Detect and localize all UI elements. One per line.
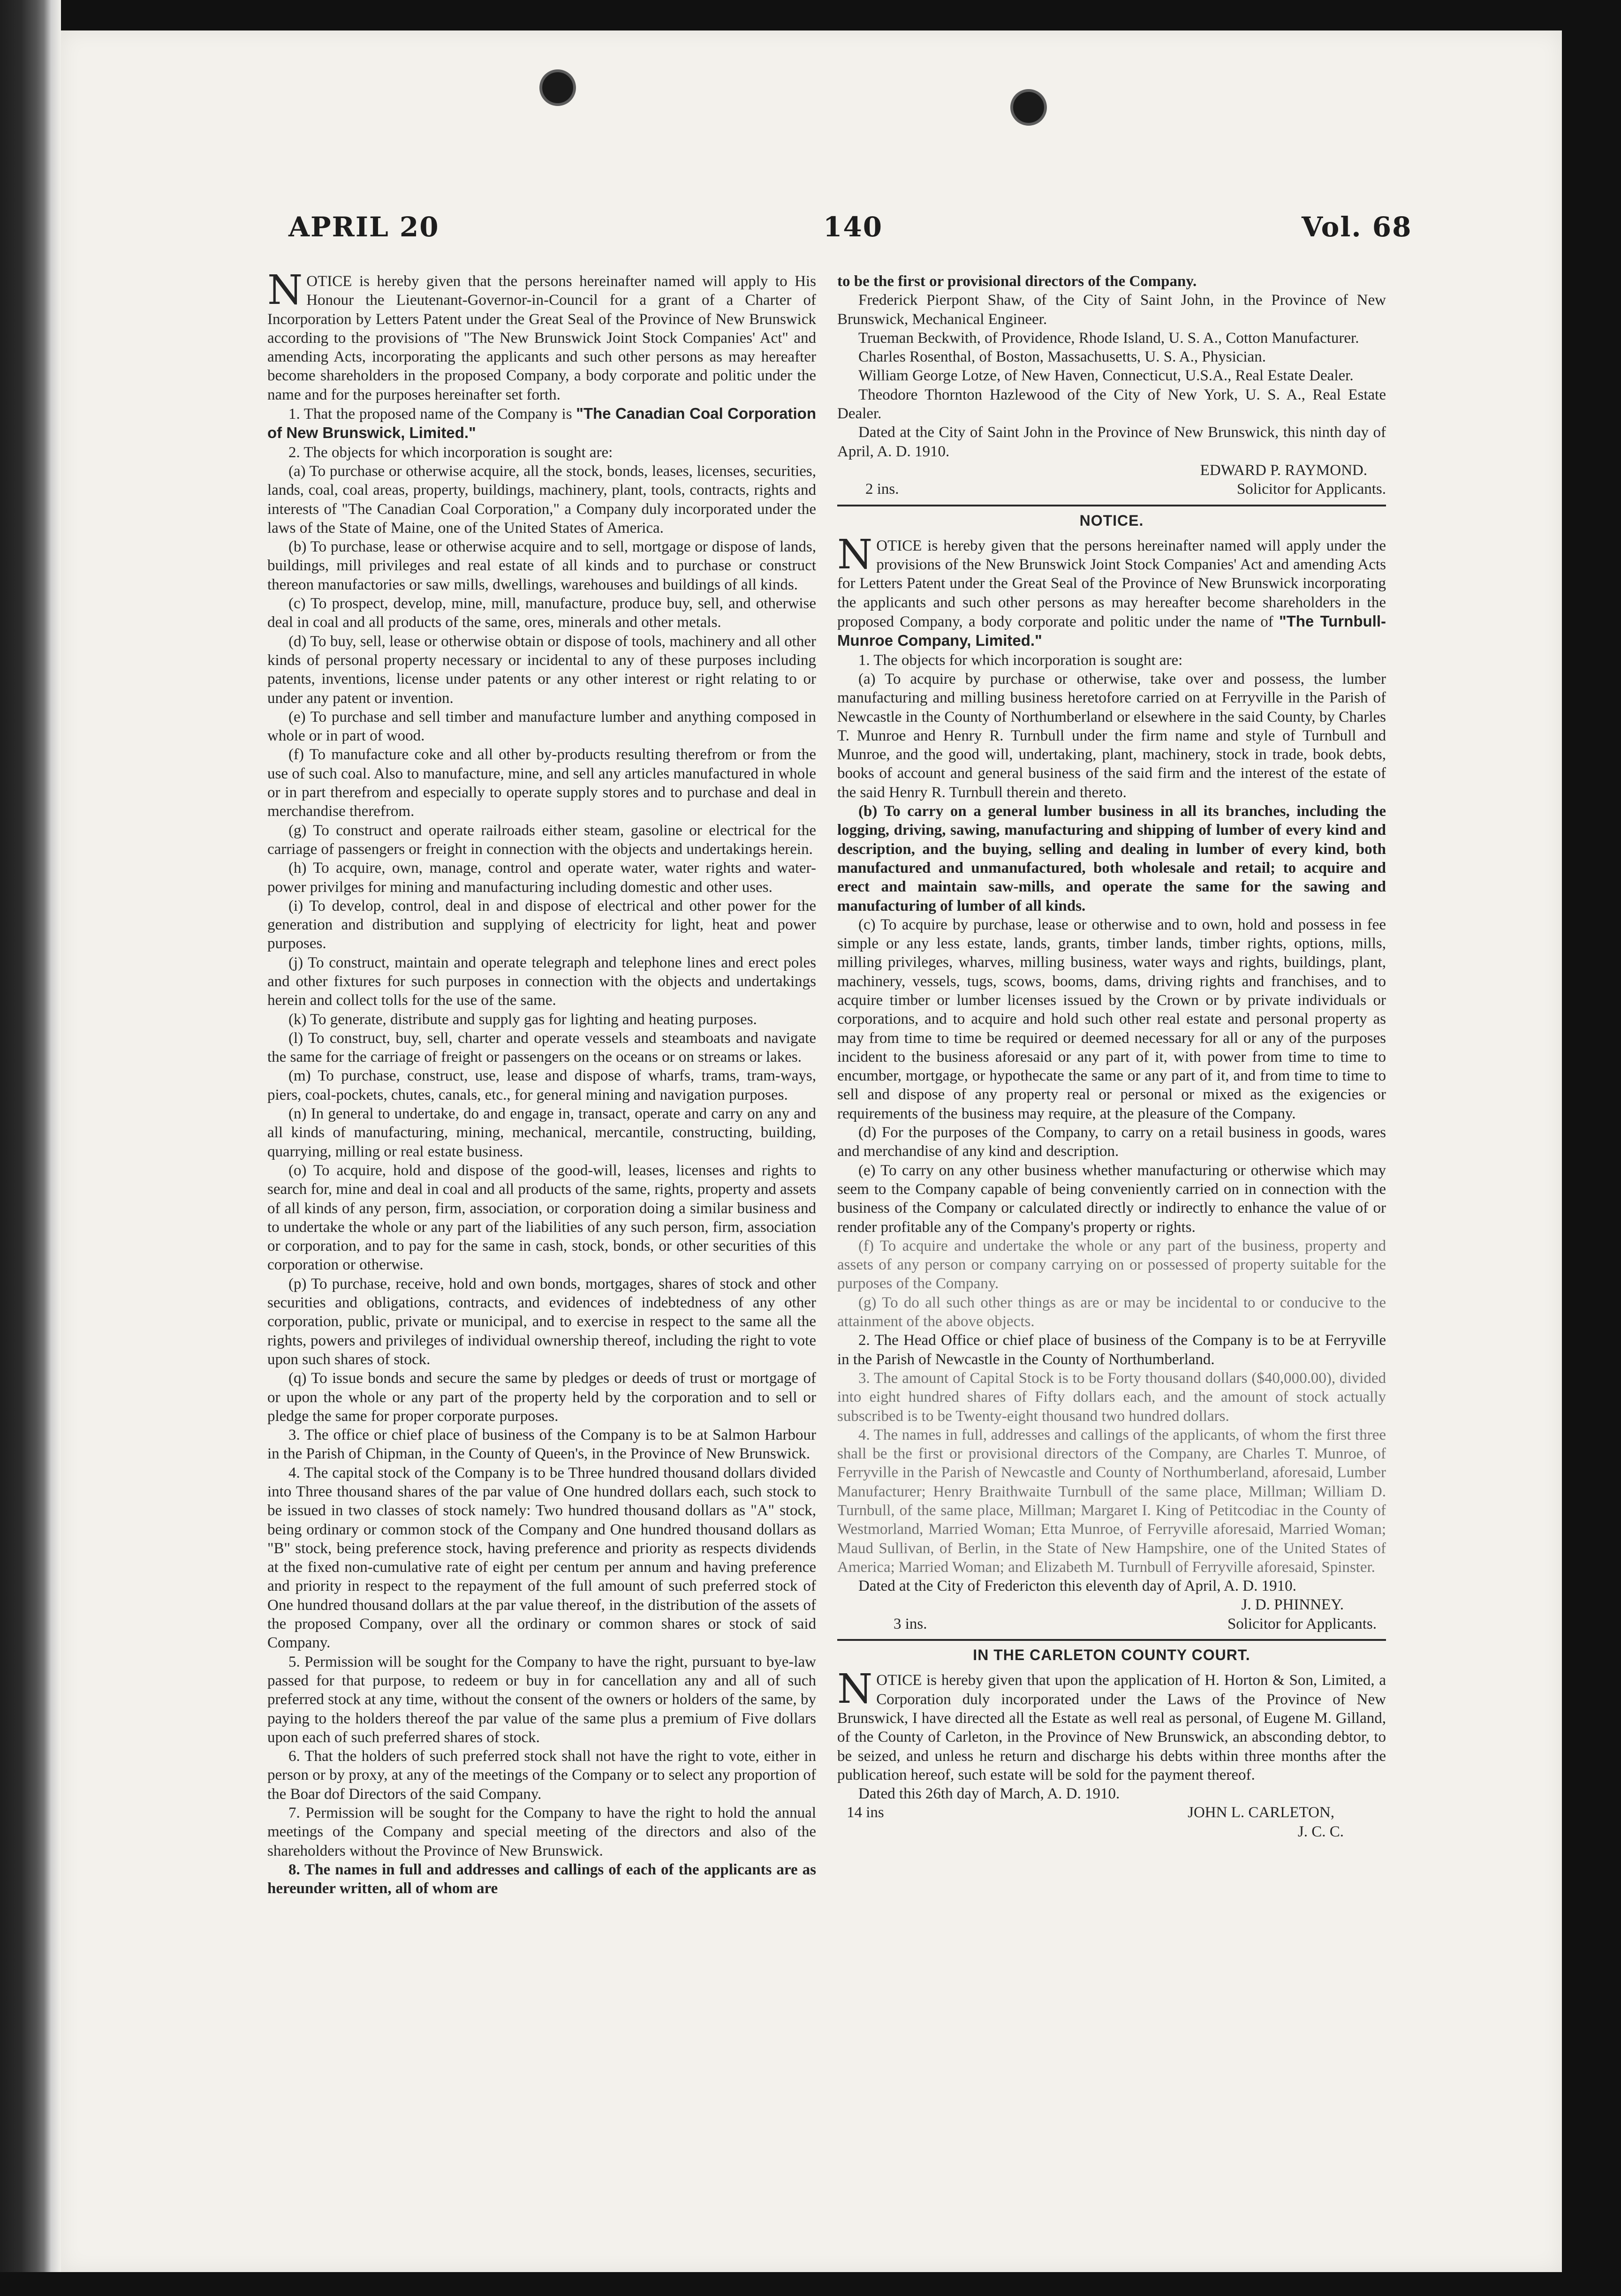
insertions-count: 2 ins. bbox=[865, 481, 899, 498]
notice-absconding-debtor: NOTICE is hereby given that upon the application of H. Horton & Son, Limited, a Corporation duly incorporated under the Laws of the Province of New Brunswick, I have directed all the Estate as well real as personal, of Eugene M. Gilland, of the County of Carleton, in the Province of New Brunswick, an absconding debtor, to be seized, and unless he return and discharge his debts within three months after the publication hereof, such estate will be sold for the payment thereof. bbox=[837, 1666, 1386, 1783]
company-name-turnbull-munroe: "The Turnbull-Munroe Company, Limited." bbox=[837, 612, 1386, 650]
clause-4-capital: 4. The capital stock of the Company is to be Three hundred thousand dollars divided into Three thousand shares of the par value of One hundred dollars each, such stock to be issued in two classes of stock namely: Two hundred thousand dollars as "A" stock, being ordinary or common stock of the Company and One hundred thousand dollars as "B" stock, being preference stock, having preference and priority as respects dividends at the fixed non-cumulative rate of eight per centum per annum and having preference and priority in respect to the repayment of the full amount of such preferred stock of One hundred thousand dollars at the par value thereof, in the distribution of the assets of the proposed Company, over all the ordinary or common shares or stock of said Company. bbox=[267, 1464, 816, 1652]
object-j: (j) To construct, maintain and operate telegraph and telephone lines and erect poles and other fixtures for such purposes in connection with the objects and undertakings herein and collect tolls for the use of the same. bbox=[267, 954, 816, 1009]
tm-object-d: (d) For the purposes of the Company, to carry on a retail business in goods, wares and merchandise of any kind and description. bbox=[837, 1124, 1386, 1160]
clause-7-meetings: 7. Permission will be sought for the Company to have the right to hold the annual meetings of the Company and special meeting of the directors and also of the shareholders without the Province of New Brunswick. bbox=[267, 1805, 816, 1859]
scan-bottom-margin bbox=[0, 2272, 1621, 2296]
dated-saint-john: Dated at the City of Saint John in the Province of New Brunswick, this ninth day of April, A. D. 1910. bbox=[837, 424, 1386, 460]
object-m: (m) To purchase, construct, use, lease and dispose of wharfs, trams, tram-ways, piers, coal-pockets, chutes, canals, etc., for general mining and navigation purposes. bbox=[267, 1067, 816, 1103]
object-k: (k) To generate, distribute and supply gas for lighting and heating purposes. bbox=[288, 1011, 757, 1028]
object-c: (c) To prospect, develop, mine, mill, manufacture, produce buy, sell, and otherwise deal in coal and all products of the same, ores, minerals and other metals. bbox=[267, 595, 816, 631]
object-d: (d) To buy, sell, lease or otherwise obtain or dispose of tools, machinery and all other kinds of personal property necessary or incidental to any of these purposes including patents, inventions, license under patents or any other interest or right relating to or under any patent or invention. bbox=[267, 633, 816, 707]
object-p: (p) To purchase, receive, hold and own bonds, mortgages, shares of stock and other securities and obligations, contracts, and evidences of indebtedness of any other corporation, public, private or municipal, and to exercise in respect to the same all the rights, powers and privileges of individual ownership thereof, including the right to vote upon such shares of stock. bbox=[267, 1275, 816, 1368]
director-lotze: William George Lotze, of New Haven, Connecticut, U.S.A., Real Estate Dealer. bbox=[858, 367, 1354, 385]
tm-object-a: (a) To acquire by purchase or otherwise, take over and possess, the lumber manufacturing and milling business heretofore carried on at Ferryville in the Parish of Newcastle in the County of Northumberland or elsewhere in the said County, by Charles T. Munroe and Henry R. Turnbull under the firm name and style of Turnbull and Munroe, and the good will, undertaking, plant, machinery, stock in trade, book debts, books of account and general business of the said firm and the interest of the estate of the said Henry R. Turnbull therein and thereto. bbox=[837, 670, 1386, 801]
company-name-canadian-coal: "The Canadian Coal Corporation of New Brunswick, Limited." bbox=[267, 405, 816, 442]
header-page-number: 140 bbox=[823, 211, 883, 243]
tm-object-g: (g) To do all such other things as are or may be incidental to or conducive to the attainment of the above objects. bbox=[837, 1294, 1386, 1330]
signature-carleton: JOHN L. CARLETON, bbox=[1188, 1804, 1334, 1821]
insertions-count: 14 ins bbox=[847, 1804, 884, 1821]
header-volume: Vol. 68 bbox=[1302, 211, 1412, 243]
drop-cap: N bbox=[267, 267, 303, 314]
insertion-and-signature-3 bbox=[837, 1803, 1386, 1822]
clause-6-voting: 6. That the holders of such preferred stock shall not have the right to vote, either in person or by proxy, at any of the meetings of the Company or to select any proportion of the Boar dof Directors of the said Company. bbox=[267, 1748, 816, 1803]
book-binding-edge bbox=[0, 0, 61, 2296]
notice-turnbull-munroe-intro: NOTICE is hereby given that the persons hereinafter named will apply under the provisions of the New Brunswick Joint Stock Companies' Act and amending Acts for Letters Patent under the Great Seal of the Province of New Brunswick incorporating the applicants and such other persons as may hereafter become shareholders in the proposed Company, a body corporate and politic under the name of "The Turnbull-Munroe Company, Limited." bbox=[837, 531, 1386, 650]
tm-object-b: (b) To carry on a general lumber business in all its branches, including the logging, driving, sawing, manufacturing and shipping of lumber of every kind and description, and the buying, selling and dealing in lumber of every kind, both manufactured and unmanufactured, both wholesale and retail; to acquire and erect and maintain saw-mills, and operate the same for the sawing and manufacturing of lumber of all kinds. bbox=[837, 803, 1386, 914]
director-rosenthal: Charles Rosenthal, of Boston, Massachusetts, U. S. A., Physician. bbox=[858, 348, 1266, 366]
object-o: (o) To acquire, hold and dispose of the good-will, leases, licenses and rights to search for, mine and deal in coal and all products of the same, rights, property and assets of all kinds of any person, firm, association, or corporation doing a similar business and to undertake the whole or any part of the liabilities of any such person, firm, association or corporation, and to pay for the same in cash, stock, bonds, or other securities of this corporation or otherwise. bbox=[267, 1162, 816, 1274]
punch-hole-left bbox=[539, 69, 576, 106]
divider bbox=[837, 1639, 1386, 1641]
right-column bbox=[837, 272, 1386, 1841]
object-b: (b) To purchase, lease or otherwise acquire and to sell, mortgage or dispose of lands, buildings, mill privileges and real estate of all kinds and to purchase or construct thereon manufactories or saw mills, dwellings, warehouses and buildings of all kinds. bbox=[267, 538, 816, 593]
tm-objects-clause: 1. The objects for which incorporation is sought are: bbox=[858, 651, 1183, 669]
tm-clause-4-applicants: 4. The names in full, addresses and callings of the applicants, of whom the first three shall be the first or provisional directors of the Company, are Charles T. Munroe, of Ferryville in the Parish of Newcastle and County of Northumberland, aforesaid, Lumber Manufacturer; Henry Braithwaite Turnbull of the same place, Millman; William D. Turnbull, of the same place, Millman; Margaret I. King of Petitcodiac in the County of Westmorland, Married Woman; Etta Munroe, of Ferryville aforesaid, Married Woman; Maud Sullivan, of Berlin, in the State of New Hampshire, one of the United States of America; Married Woman; and Elizabeth M. Turnbull of Ferryville aforesaid, Spinster. bbox=[837, 1426, 1386, 1576]
signature-raymond: EDWARD P. RAYMOND. bbox=[1200, 461, 1367, 479]
object-l: (l) To construct, buy, sell, charter and operate vessels and steamboats and navigate the same for the carriage of freight or passengers on the oceans or on streams or lakes. bbox=[267, 1029, 816, 1066]
judge-title: J. C. C. bbox=[1297, 1823, 1344, 1840]
company-name-clause: 1. That the proposed name of the Company is "The Canadian Coal Corporation of New Brunswick, Limited." bbox=[267, 405, 816, 442]
insertions-count: 3 ins. bbox=[894, 1615, 927, 1632]
tm-clause-2-office: 2. The Head Office or chief place of business of the Company is to be at Ferryville in the Parish of Newcastle in the County of Northumberland. bbox=[837, 1332, 1386, 1368]
object-h: (h) To acquire, own, manage, control and operate water, water rights and water-power privilges for mining and manufacturing including domestic and other uses. bbox=[267, 860, 816, 896]
divider bbox=[837, 505, 1386, 506]
tm-object-c: (c) To acquire by purchase, lease or otherwise and to own, hold and possess in fee simple or any less estate, lands, grants, timber lands, timber rights, options, mills, milling privileges, wharves, milling business, water ways and rights, buildings, plant, machinery, vessels, tugs, scows, booms, dams, driving rights and franchises, and to acquire timber or lumber licenses issued by the Crown or by private individuals or corporations, and to acquire and hold such other real estate and personal property as may from time to time be required or deemed necessary for all or any of the purposes incident to the business aforesaid or any part of it, with power from time to time to encumber, mortgage, or hypothecate the same or any part of it, and from time to time to sell and dispose of any property real or personal or mixed as the exigencies or requirements of the business may require, at the pleasure of the Company. bbox=[837, 916, 1386, 1122]
clause-8-applicants: 8. The names in full and addresses and callings of each of the applicants are as hereunder written, all of whom are bbox=[267, 1861, 816, 1897]
tm-object-e: (e) To carry on any other business whether manufacturing or otherwise which may seem to the Company capable of being conveniently carried on in connection with the business of the Company or calculated directly or indirectly to enhance the value of or render profitable any of the Company's property or rights. bbox=[837, 1162, 1386, 1236]
director-shaw: Frederick Pierpont Shaw, of the City of Saint John, in the Province of New Brunswick, Mechanical Engineer. bbox=[837, 292, 1386, 328]
notice-canadian-coal-intro: NOTICE is hereby given that the persons hereinafter named will apply to His Honour the Lieutenant-Governor-in-Council for a grant of a Charter of Incorporation by Letters Patent under the Great Seal of the Province of New Brunswick according to the provisions of "The New Brunswick Joint Stock Companies' Act" and amending Acts, incorporating the applicants and such other persons as may hereafter become shareholders in the proposed Company, a body corporate and politic under the name and for the purposes hereinafter set forth. bbox=[267, 267, 816, 403]
director-beckwith: Trueman Beckwith, of Providence, Rhode Island, U. S. A., Cotton Manufacturer. bbox=[858, 329, 1359, 347]
objects-clause: 2. The objects for which incorporation is sought are: bbox=[288, 444, 613, 461]
solicitor-title: Solicitor for Applicants. bbox=[1236, 481, 1386, 498]
dated-march: Dated this 26th day of March, A. D. 1910. bbox=[858, 1785, 1120, 1803]
scan-right-margin bbox=[1562, 0, 1621, 2296]
notice-heading: NOTICE. bbox=[1079, 512, 1144, 529]
object-i: (i) To develop, control, deal in and dispose of electrical and other power for the generation and distribution and supplying of electricity for light, heat and power purposes. bbox=[267, 897, 816, 952]
object-q: (q) To issue bonds and secure the same by pledges or deeds of trust or mortgage of or upon the whole or any part of the property held by the corporation and to sell or pledge the same for proper corporate purposes. bbox=[267, 1370, 816, 1425]
object-f: (f) To manufacture coke and all other by-products resulting therefrom or from the use of such coal. Also to manufacture, mine, and sell any articles manufactured in whole or in part therefrom and especially to operate supply stores and to purchase and deal in merchandise therefrom. bbox=[267, 746, 816, 820]
solicitor-title: Solicitor for Applicants. bbox=[1227, 1615, 1377, 1632]
object-a: (a) To purchase or otherwise acquire, all the stock, bonds, leases, licenses, securities, lands, coal, coal areas, property, buildings, machinery, plant, tools, contracts, rights and interests of "The Canadian Coal Corporation," a Company duly incorporated under the laws of the State of Maine, one of the United States of America. bbox=[267, 462, 816, 536]
insertion-and-title-2 bbox=[837, 1615, 1386, 1633]
object-e: (e) To purchase and sell timber and manufacture lumber and anything composed in whole or in part of wood. bbox=[267, 708, 816, 745]
director-hazlewood: Theodore Thornton Hazlewood of the City of New York, U. S. A., Real Estate Dealer. bbox=[837, 386, 1386, 423]
clause-5-redemption: 5. Permission will be sought for the Company to have the right, pursuant to bye-law passed for that purpose, to redeem or buy in for cancellation any and all of such preferred stock at any time, without the consent of the owners or holders of the same, by paying to the holders thereof the par value of the same plus a premium of Five dollars upon each of such preferred shares of stock. bbox=[267, 1653, 816, 1746]
signature-phinney: J. D. PHINNEY. bbox=[1241, 1596, 1344, 1614]
header-date: APRIL 20 bbox=[288, 211, 439, 243]
object-n: (n) In general to undertake, do and engage in, transact, operate and carry on any and all kinds of manufacturing, mining, mechanical, mercantile, constructing, building, quarrying, milling or real estate business. bbox=[267, 1105, 816, 1160]
clause-3-office: 3. The office or chief place of business of the Company is to be at Salmon Harbour in the Parish of Chipman, in the County of Queen's, in the Province of New Brunswick. bbox=[267, 1427, 816, 1463]
drop-cap: N bbox=[837, 1666, 873, 1713]
tm-clause-3-capital: 3. The amount of Capital Stock is to be Forty thousand dollars ($40,000.00), divided into eight hundred shares of Fifty dollars each, and the amount of stock actually subscribed is to be Twenty-eight thousand two hundred dollars. bbox=[837, 1369, 1386, 1425]
left-column bbox=[267, 267, 816, 1898]
dated-fredericton: Dated at the City of Fredericton this eleventh day of April, A. D. 1910. bbox=[858, 1578, 1296, 1595]
directors-continuation: to be the first or provisional directors of the Company. bbox=[837, 273, 1197, 290]
drop-cap: N bbox=[837, 531, 873, 578]
court-heading: IN THE CARLETON COUNTY COURT. bbox=[973, 1646, 1250, 1664]
tm-object-f: (f) To acquire and undertake the whole or any part of the business, property and assets of any person or company carrying on or possessed of property suitable for the purposes of the Company. bbox=[837, 1237, 1386, 1292]
insertion-and-title-1 bbox=[837, 480, 1386, 498]
object-g: (g) To construct and operate railroads either steam, gasoline or electrical for the carriage of passengers or freight in connection with the objects and undertakings herein. bbox=[267, 822, 816, 858]
punch-hole-right bbox=[1010, 89, 1047, 126]
